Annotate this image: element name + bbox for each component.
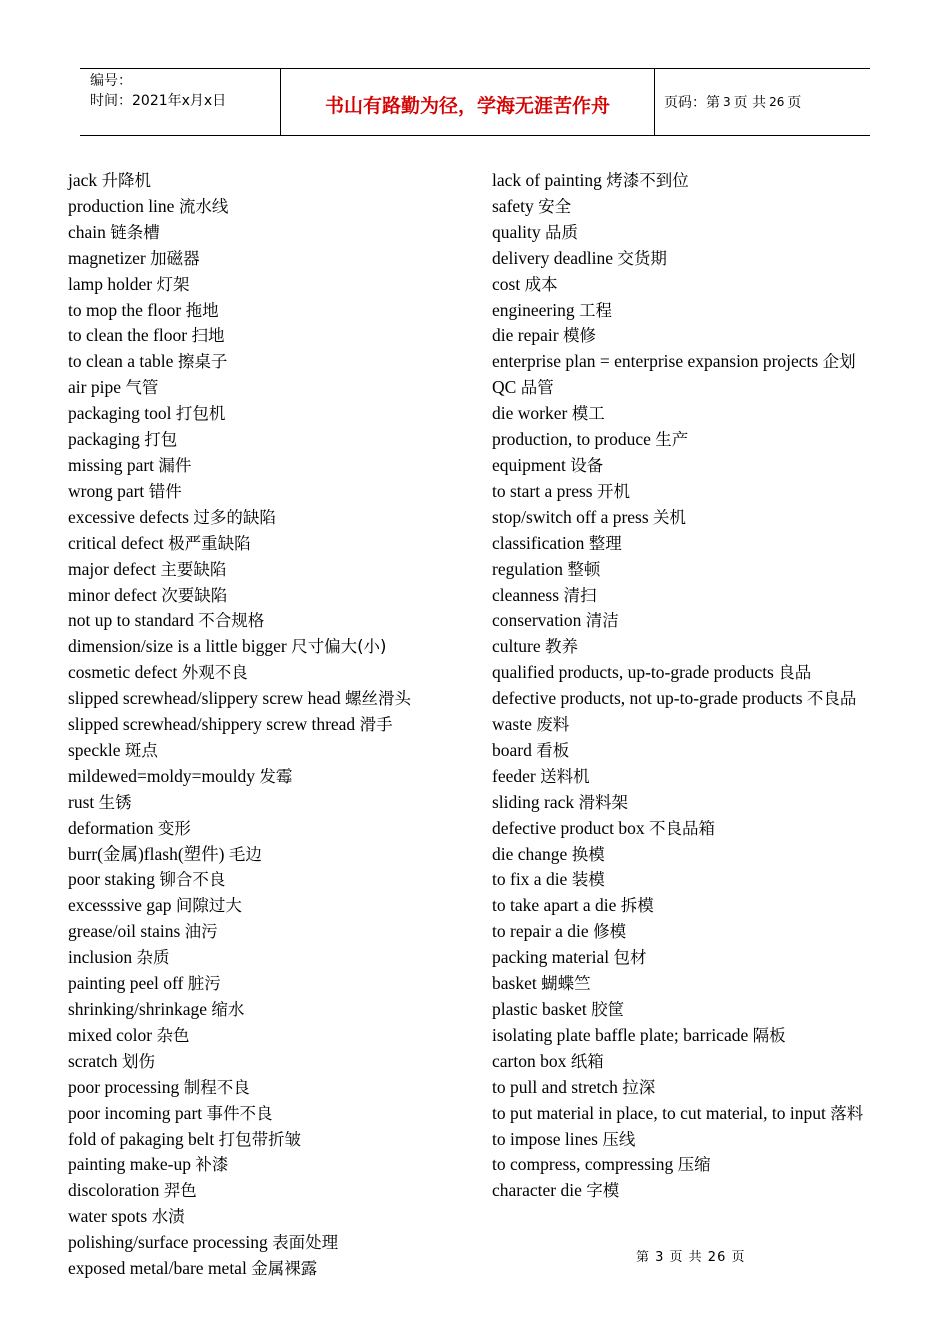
vocabulary-entry — [68, 816, 468, 842]
english-term: not up to standard — [68, 610, 194, 631]
chinese-term: 脏污 — [187, 974, 221, 994]
chinese-term: 拆模 — [620, 896, 654, 916]
vocabulary-entry — [68, 764, 468, 790]
chinese-term: 清扫 — [563, 585, 597, 605]
page-suffix: 页 — [787, 95, 802, 111]
english-term: basket — [492, 973, 537, 994]
vocabulary-entry — [68, 479, 468, 505]
chinese-term: 气管 — [125, 378, 159, 398]
english-term: enterprise plan = enterprise expansion projects — [492, 351, 819, 372]
chinese-term: 滑料架 — [578, 792, 629, 812]
vocabulary-entry — [492, 531, 882, 557]
english-term: to start a press — [492, 480, 593, 501]
vocabulary-entry — [492, 919, 882, 945]
chinese-term: 隔板 — [752, 1025, 786, 1045]
vocabulary-entry — [68, 246, 468, 272]
page-mid: 页 共 — [733, 95, 767, 111]
english-term: minor defect — [68, 584, 157, 605]
english-term: packaging tool — [68, 403, 172, 424]
english-term: to clean a table — [68, 351, 174, 372]
chinese-term: 过多的缺陷 — [193, 507, 276, 527]
english-term: defective products, not up-to-grade products — [492, 688, 803, 709]
chinese-term: 清洁 — [585, 611, 619, 631]
english-term: plastic basket — [492, 999, 587, 1019]
chinese-term: 尺寸偏大(小) — [291, 637, 387, 657]
page-prefix: 页码：第 — [664, 95, 720, 111]
vocabulary-entry — [68, 1204, 468, 1230]
chinese-term: 划伤 — [121, 1051, 155, 1071]
english-term: poor staking — [68, 869, 156, 890]
chinese-term: 烤漆不到位 — [606, 171, 689, 190]
vocabulary-entry — [492, 997, 882, 1023]
vocabulary-entry — [492, 194, 882, 220]
english-term: defective product box — [492, 817, 645, 838]
chinese-term: 油污 — [184, 922, 218, 942]
chinese-term: 链条槽 — [110, 222, 160, 242]
english-term: scratch — [68, 1050, 118, 1071]
english-term: painting peel off — [68, 973, 184, 994]
english-term: safety — [492, 195, 534, 216]
english-term: excessive defects — [68, 506, 189, 527]
english-term: grease/oil stains — [68, 921, 181, 942]
vocabulary-left-column — [68, 168, 468, 1282]
english-term: speckle — [68, 739, 121, 760]
english-term: QC — [492, 377, 517, 398]
english-term: to fix a die — [492, 869, 568, 890]
english-term: burr(金属)flash(塑件) — [68, 843, 225, 864]
english-term: lack of painting — [492, 170, 602, 190]
chinese-term: 教养 — [544, 637, 578, 657]
chinese-term: 升降机 — [101, 171, 152, 190]
chinese-term: 错件 — [148, 481, 182, 501]
english-term: shrinking/shrinkage — [68, 999, 208, 1019]
vocabulary-entry — [492, 1023, 882, 1049]
english-term: production, to produce — [492, 429, 651, 450]
chinese-term: 灯架 — [156, 274, 190, 294]
chinese-term: 生锈 — [98, 792, 132, 812]
english-term: classification — [492, 532, 585, 553]
english-term: exposed metal/bare metal — [68, 1258, 247, 1279]
vocabulary-entry — [68, 1256, 468, 1282]
chinese-term: 擦桌子 — [177, 352, 228, 372]
chinese-term: 流水线 — [178, 196, 229, 216]
chinese-term: 胶筐 — [591, 1000, 625, 1019]
chinese-term: 羿色 — [163, 1181, 197, 1201]
vocabulary-entry — [68, 1101, 468, 1127]
vocabulary-entry — [68, 1023, 468, 1049]
vocabulary-entry — [68, 893, 468, 919]
chinese-term: 废料 — [536, 715, 570, 735]
vocabulary-entry — [492, 1101, 882, 1127]
chinese-term: 品质 — [544, 222, 578, 242]
vocabulary-entry — [492, 349, 882, 375]
vocabulary-entry — [492, 686, 882, 712]
chinese-term: 螺丝滑头 — [344, 689, 411, 709]
vocabulary-entry — [492, 738, 882, 764]
chinese-term: 品管 — [520, 378, 554, 398]
vocabulary-entry — [492, 608, 882, 634]
chinese-term: 设备 — [570, 455, 604, 475]
vocabulary-entry — [492, 583, 882, 609]
english-term: board — [492, 739, 532, 760]
vocabulary-entry — [492, 427, 882, 453]
serial-label: 编号： — [90, 73, 132, 89]
vocabulary-entry — [492, 764, 882, 790]
vocabulary-entry — [492, 246, 882, 272]
vocabulary-entry — [68, 867, 468, 893]
vocabulary-entry — [68, 531, 468, 557]
english-term: qualified products, up-to-grade products — [492, 662, 774, 683]
english-term: cosmetic defect — [68, 662, 178, 683]
english-term: poor incoming part — [68, 1102, 203, 1123]
vocabulary-entry — [68, 945, 468, 971]
chinese-term: 开机 — [596, 481, 630, 501]
chinese-term: 加磁器 — [150, 248, 200, 268]
chinese-term: 整顿 — [567, 559, 601, 579]
vocabulary-entry — [68, 375, 468, 401]
vocabulary-entry — [68, 168, 468, 194]
vocabulary-entry — [492, 479, 882, 505]
chinese-term: 变形 — [157, 818, 191, 838]
english-term: die change — [492, 843, 568, 864]
chinese-term: 模工 — [571, 404, 605, 424]
vocabulary-entry — [68, 453, 468, 479]
chinese-term: 模修 — [562, 326, 596, 346]
english-term: to impose lines — [492, 1128, 598, 1149]
english-term: cost — [492, 273, 521, 294]
vocabulary-entry — [68, 686, 468, 712]
vocabulary-entry — [68, 427, 468, 453]
vocabulary-entry — [68, 1230, 468, 1256]
vocabulary-entry — [492, 971, 882, 997]
chinese-term: 包材 — [613, 948, 647, 968]
vocabulary-entry — [68, 583, 468, 609]
english-term: die worker — [492, 403, 568, 424]
header-motto-cell — [281, 69, 655, 135]
english-term: production line — [68, 195, 175, 216]
vocabulary-entry — [68, 1152, 468, 1178]
english-term: air pipe — [68, 377, 121, 398]
chinese-term: 补漆 — [195, 1155, 229, 1175]
english-term: lamp holder — [68, 273, 153, 294]
english-term: deformation — [68, 817, 154, 838]
chinese-term: 杂质 — [136, 948, 170, 968]
english-term: painting make-up — [68, 1154, 191, 1175]
vocabulary-entry — [492, 168, 882, 194]
chinese-term: 成本 — [524, 274, 558, 294]
english-term: culture — [492, 636, 541, 657]
chinese-term: 企划 — [822, 352, 856, 372]
page-current: 3 — [723, 95, 731, 109]
chinese-term: 交货期 — [617, 248, 667, 268]
english-term: chain — [68, 221, 106, 242]
vocabulary-entry — [68, 738, 468, 764]
chinese-term: 漏件 — [158, 455, 192, 475]
vocabulary-entry — [492, 505, 882, 531]
chinese-term: 铆合不良 — [159, 870, 226, 890]
english-term: to clean the floor — [68, 325, 188, 346]
chinese-term: 打包机 — [175, 404, 226, 424]
english-term: delivery deadline — [492, 247, 613, 268]
chinese-term: 毛边 — [228, 844, 262, 864]
chinese-term: 发霉 — [259, 766, 293, 786]
vocabulary-entry — [492, 945, 882, 971]
chinese-term: 滑手 — [359, 715, 393, 735]
english-term: isolating plate baffle plate; barricade — [492, 1024, 749, 1045]
vocabulary-entry — [68, 790, 468, 816]
english-term: to put material in place, to cut material, to input — [492, 1102, 826, 1123]
chinese-term: 不良品 — [806, 689, 857, 709]
english-term: sliding rack — [492, 791, 575, 812]
chinese-term: 打包 — [144, 430, 178, 450]
english-term: to compress, compressing — [492, 1154, 674, 1175]
vocabulary-entry — [68, 349, 468, 375]
english-term: discoloration — [68, 1180, 160, 1201]
vocabulary-entry — [68, 194, 468, 220]
chinese-term: 水渍 — [151, 1207, 185, 1227]
vocabulary-entry — [492, 867, 882, 893]
chinese-term: 看板 — [536, 740, 570, 760]
chinese-term: 扫地 — [191, 326, 225, 346]
english-term: inclusion — [68, 947, 133, 968]
chinese-term: 表面处理 — [272, 1233, 339, 1253]
english-term: feeder — [492, 765, 536, 786]
english-term: rust — [68, 791, 95, 812]
english-term: die repair — [492, 325, 559, 346]
time-label: 时间：2021年x月x日 — [90, 93, 227, 109]
chinese-term: 落料 — [830, 1103, 864, 1123]
chinese-term: 压缩 — [677, 1155, 711, 1175]
chinese-term: 纸箱 — [570, 1051, 604, 1071]
chinese-term: 蝴蝶竺 — [541, 974, 591, 994]
vocabulary-entry — [68, 919, 468, 945]
english-term: slipped screwhead/shippery screw thread — [68, 714, 356, 735]
english-term: to repair a die — [492, 921, 589, 942]
vocabulary-entry — [492, 1075, 882, 1101]
english-term: wrong part — [68, 480, 145, 501]
vocabulary-entry — [68, 220, 468, 246]
english-term: stop/switch off a press — [492, 506, 649, 527]
vocabulary-entry — [492, 893, 882, 919]
page-header — [80, 68, 870, 136]
vocabulary-entry — [492, 298, 882, 324]
chinese-term: 生产 — [655, 430, 689, 450]
vocabulary-entry — [492, 401, 882, 427]
vocabulary-entry — [68, 634, 468, 660]
chinese-term: 次要缺陷 — [161, 585, 228, 605]
vocabulary-entry — [492, 375, 882, 401]
header-page-cell — [655, 69, 870, 135]
english-term: jack — [68, 170, 98, 190]
chinese-term: 间隙过大 — [175, 896, 242, 916]
chinese-term: 不良品箱 — [648, 818, 715, 838]
vocabulary-entry — [68, 1075, 468, 1101]
english-term: critical defect — [68, 532, 164, 553]
english-term: regulation — [492, 558, 563, 579]
vocabulary-entry — [68, 608, 468, 634]
vocabulary-entry — [68, 401, 468, 427]
page-total: 26 — [769, 95, 785, 109]
vocabulary-entry — [492, 660, 882, 686]
header-meta-cell — [80, 69, 281, 135]
english-term: carton box — [492, 1050, 567, 1071]
vocabulary-entry — [492, 1049, 882, 1075]
english-term: dimension/size is a little bigger — [68, 636, 287, 657]
english-term: conservation — [492, 610, 582, 631]
vocabulary-entry — [68, 1127, 468, 1153]
chinese-term: 压线 — [602, 1129, 636, 1149]
chinese-term: 缩水 — [211, 1000, 245, 1019]
chinese-term: 良品 — [778, 663, 812, 683]
vocabulary-entry — [492, 1152, 882, 1178]
english-term: packing material — [492, 947, 610, 968]
english-term: mixed color — [68, 1024, 153, 1045]
vocabulary-right-column — [492, 168, 882, 1204]
chinese-term: 字模 — [586, 1181, 620, 1201]
vocabulary-entry — [492, 220, 882, 246]
vocabulary-entry — [492, 557, 882, 583]
english-term: to mop the floor — [68, 299, 182, 320]
vocabulary-entry — [68, 971, 468, 997]
english-term: water spots — [68, 1206, 148, 1227]
english-term: engineering — [492, 299, 575, 320]
chinese-term: 斑点 — [124, 740, 158, 760]
vocabulary-entry — [492, 790, 882, 816]
vocabulary-entry — [492, 712, 882, 738]
vocabulary-entry — [68, 323, 468, 349]
vocabulary-entry — [68, 505, 468, 531]
chinese-term: 制程不良 — [183, 1077, 250, 1097]
chinese-term: 拖地 — [185, 300, 219, 320]
english-term: mildewed=moldy=mouldy — [68, 765, 255, 786]
english-term: to pull and stretch — [492, 1076, 618, 1097]
chinese-term: 整理 — [588, 533, 622, 553]
chinese-term: 换模 — [571, 844, 605, 864]
english-term: to take apart a die — [492, 895, 617, 916]
vocabulary-entry — [492, 816, 882, 842]
english-term: excesssive gap — [68, 895, 172, 916]
vocabulary-entry — [492, 272, 882, 298]
chinese-term: 拉深 — [622, 1077, 656, 1097]
chinese-term: 送料机 — [540, 766, 590, 786]
chinese-term: 关机 — [653, 507, 687, 527]
vocabulary-entry — [68, 272, 468, 298]
english-term: packaging — [68, 429, 140, 450]
chinese-term: 工程 — [578, 300, 612, 320]
chinese-term: 打包带折皱 — [218, 1129, 302, 1149]
english-term: poor processing — [68, 1076, 180, 1097]
english-term: waste — [492, 714, 532, 735]
english-term: polishing/surface processing — [68, 1232, 268, 1253]
english-term: magnetizer — [68, 247, 146, 268]
vocabulary-entry — [68, 842, 468, 868]
vocabulary-entry — [68, 1049, 468, 1075]
vocabulary-entry — [68, 712, 468, 738]
vocabulary-entry — [492, 1127, 882, 1153]
english-term: cleanness — [492, 584, 560, 605]
english-term: missing part — [68, 454, 155, 475]
vocabulary-entry — [492, 1178, 882, 1204]
chinese-term: 事件不良 — [206, 1103, 273, 1123]
english-term: slipped screwhead/slippery screw head — [68, 688, 341, 709]
vocabulary-entry — [68, 298, 468, 324]
chinese-term: 杂色 — [156, 1025, 190, 1045]
page-footer: 第 3 页 共 26 页 — [636, 1250, 746, 1265]
vocabulary-entry — [492, 634, 882, 660]
english-term: fold of pakaging belt — [68, 1128, 215, 1149]
chinese-term: 极严重缺陷 — [168, 533, 251, 553]
english-term: equipment — [492, 454, 566, 475]
vocabulary-entry — [492, 453, 882, 479]
english-term: major defect — [68, 558, 156, 579]
english-term: character die — [492, 1180, 582, 1201]
vocabulary-entry — [492, 323, 882, 349]
vocabulary-entry — [68, 660, 468, 686]
chinese-term: 主要缺陷 — [160, 559, 227, 579]
vocabulary-entry — [68, 997, 468, 1023]
chinese-term: 装模 — [571, 870, 605, 890]
english-term: quality — [492, 221, 541, 242]
vocabulary-entry — [68, 1178, 468, 1204]
vocabulary-entry — [68, 557, 468, 583]
motto-text: 书山有路勤为径，学海无涯苦作舟 — [324, 94, 610, 117]
chinese-term: 修模 — [593, 922, 627, 942]
chinese-term: 金属裸露 — [251, 1259, 318, 1279]
chinese-term: 不合规格 — [198, 611, 265, 631]
vocabulary-entry — [492, 842, 882, 868]
chinese-term: 安全 — [538, 196, 572, 216]
chinese-term: 外观不良 — [181, 663, 248, 683]
